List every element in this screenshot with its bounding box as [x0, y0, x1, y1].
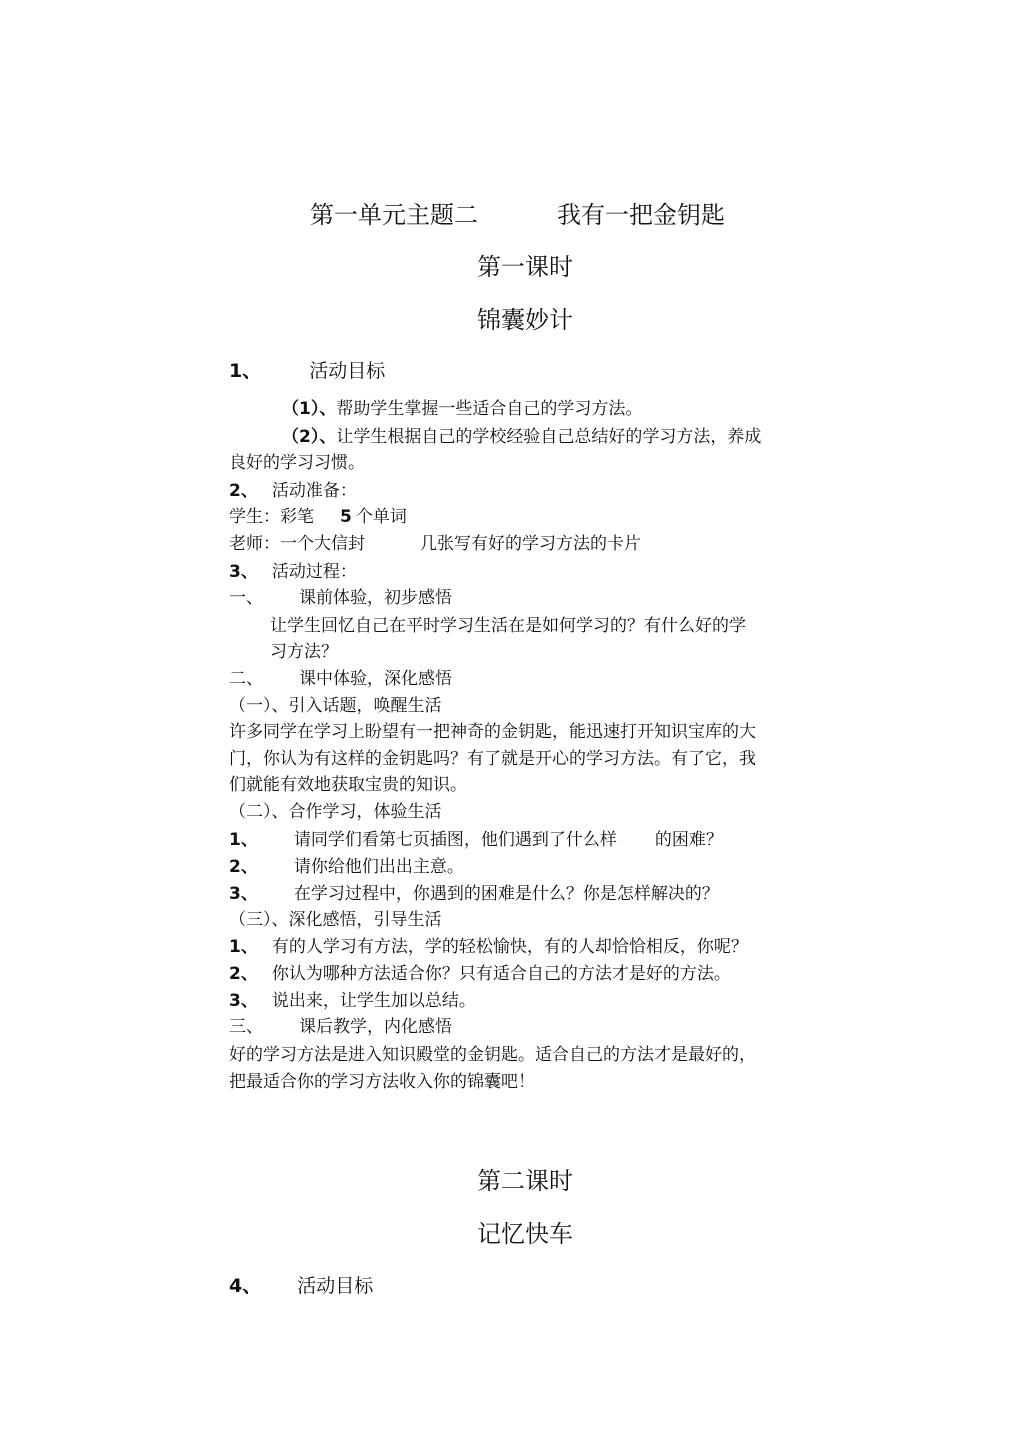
- section-4-heading: 4、 活动目标: [229, 1275, 374, 1297]
- phase-2b-item-2: 2、 请你给他们出出主意。: [229, 857, 464, 877]
- phase-2b-heading: （二）、合作学习，体验生活: [229, 802, 442, 822]
- goal-1: （1）、帮助学生掌握一些适合自己的学习方法。: [282, 399, 643, 419]
- goal-2-continued: 良好的学习习惯。: [229, 453, 365, 473]
- phase-2c-item-1: 1、 有的人学习有方法，学的轻松愉快，有的人却恰恰相反，你呢？: [229, 937, 748, 957]
- lesson2-heading: 第二课时: [477, 1167, 573, 1195]
- section-1-heading: [229, 360, 385, 382]
- phase-1-heading: 一、 课前体验，初步感悟: [229, 588, 452, 608]
- phase-3-heading: 三、 课后教学，内化感悟: [229, 1017, 452, 1037]
- phase-1-text: 让学生回忆自己在平时学习生活在是如何学习的？有什么好的学: [270, 616, 746, 636]
- phase-2a-text-3: 们就能有效地获取宝贵的知识。: [229, 775, 467, 795]
- lesson1-heading: 第一课时: [477, 253, 573, 281]
- goal-2: （2）、让学生根据自己的学校经验自己总结好的学习方法，养成: [282, 427, 762, 447]
- phase-2b-item-1: 1、 请同学们看第七页插图，他们遇到了什么样 的困难？: [229, 830, 723, 850]
- phase-2-heading: 二、 课中体验，深化感悟: [229, 669, 452, 689]
- phase-2c-heading: （三）、深化感悟，引导生活: [229, 910, 442, 930]
- phase-2a-text-1: 许多同学在学习上盼望有一把神奇的金钥匙，能迅速打开知识宝库的大: [229, 722, 756, 742]
- lesson2-name: 记忆快车: [477, 1220, 573, 1248]
- section-number: 1、: [229, 360, 262, 382]
- phase-3-text-1: 好的学习方法是进入知识殿堂的金钥匙。适合自己的方法才是最好的，: [229, 1045, 756, 1065]
- theme-title: 我有一把金钥匙: [557, 201, 725, 229]
- phase-2c-item-2: 2、 你认为哪种方法适合你？只有适合自己的方法才是好的方法。: [229, 964, 731, 984]
- section-3-heading: 3、 活动过程：: [229, 562, 357, 582]
- prep-student: 学生：彩笔 5 个单词: [229, 507, 407, 527]
- phase-2a-heading: （一）、引入话题，唤醒生活: [229, 696, 442, 716]
- prep-teacher: 老师：一个大信封 几张写有好的学习方法的卡片: [229, 534, 641, 554]
- phase-2b-item-3: 3、 在学习过程中，你遇到的困难是什么？你是怎样解决的？: [229, 884, 719, 904]
- phase-2a-text-2: 门，你认为有这样的金钥匙吗？有了就是开心的学习方法。有了它，我: [229, 749, 756, 769]
- lesson1-name: 锦囊妙计: [477, 306, 573, 334]
- section-2-heading: 2、 活动准备：: [229, 481, 357, 501]
- section-title: 活动目标: [309, 360, 386, 382]
- phase-1-text-continued: 习方法？: [270, 642, 338, 662]
- phase-3-text-2: 把最适合你的学习方法收入你的锦囊吧！: [229, 1072, 535, 1092]
- phase-2c-item-3: 3、 说出来，让学生加以总结。: [229, 991, 476, 1011]
- unit-title: 第一单元主题二: [310, 201, 478, 229]
